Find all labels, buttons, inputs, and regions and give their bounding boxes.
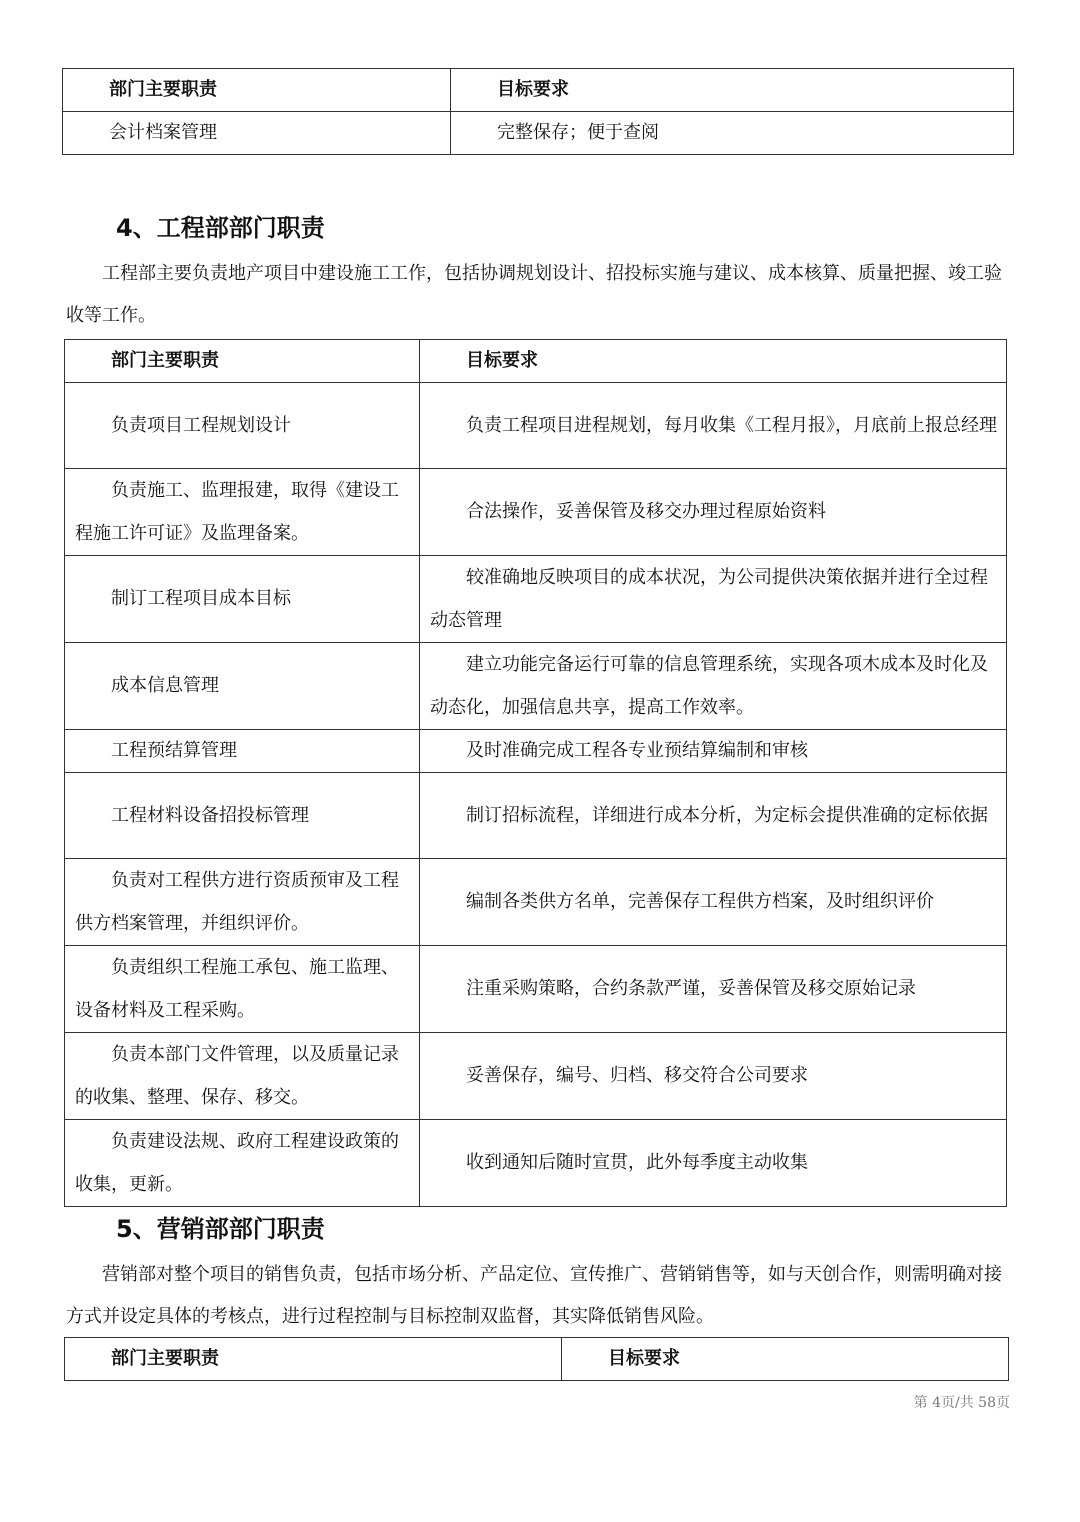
- table-row: [65, 556, 1007, 643]
- goal-cell: 收到通知后随时宣贯，此外每季度主动收集: [420, 1120, 1007, 1207]
- duty-cell: 成本信息管理: [65, 643, 420, 730]
- table-row: [65, 730, 1007, 773]
- duty-cell: 制订工程项目成本目标: [65, 556, 420, 643]
- goal-cell: 建立功能完备运行可靠的信息管理系统，实现各项木成本及时化及动态化，加强信息共享，提高工作效率。: [420, 643, 1007, 730]
- table-engineering: [64, 339, 1007, 1207]
- duty-cell: 负责本部门文件管理，以及质量记录的收集、整理、保存、移交。: [65, 1033, 420, 1120]
- goal-cell: 较准确地反映项目的成本状况，为公司提供决策依据并进行全过程动态管理: [420, 556, 1007, 643]
- goal-cell: 注重采购策略，合约条款严谨，妥善保管及移交原始记录: [420, 946, 1007, 1033]
- duty-cell: 会计档案管理: [63, 112, 451, 155]
- duty-cell: 负责对工程供方进行资质预审及工程供方档案管理，并组织评价。: [65, 859, 420, 946]
- header-goal: 目标要求: [420, 340, 1007, 383]
- table-row: [65, 1033, 1007, 1120]
- goal-cell: 妥善保存，编号、归档、移交符合公司要求: [420, 1033, 1007, 1120]
- header-goal: 目标要求: [451, 69, 1014, 112]
- table-accounting: [62, 68, 1014, 155]
- duty-cell: 负责建设法规、政府工程建设政策的收集，更新。: [65, 1120, 420, 1207]
- goal-cell: 制订招标流程，详细进行成本分析，为定标会提供准确的定标依据: [420, 773, 1007, 859]
- table-row: [65, 859, 1007, 946]
- table-row: [63, 112, 1014, 155]
- table-row: [65, 383, 1007, 469]
- section-4-heading: 4、工程部部门职责: [116, 214, 325, 242]
- table-row: [65, 469, 1007, 556]
- table-row: [65, 946, 1007, 1033]
- duty-cell: 负责施工、监理报建，取得《建设工程施工许可证》及监理备案。: [65, 469, 420, 556]
- page-number: 第 4页/共 58页: [913, 1395, 1010, 1411]
- table-header-row: [65, 340, 1007, 383]
- header-duty: 部门主要职责: [65, 340, 420, 383]
- goal-cell: 及时准确完成工程各专业预结算编制和审核: [420, 730, 1007, 773]
- header-duty: 部门主要职责: [65, 1338, 562, 1381]
- section-4-intro: 工程部主要负责地产项目中建设施工工作，包括协调规划设计、招投标实施与建议、成本核算、质量把握、竣工验收等工作。: [66, 263, 1002, 326]
- section-5-heading: 5、营销部部门职责: [116, 1215, 325, 1243]
- table-header-row: [63, 69, 1014, 112]
- duty-cell: 负责组织工程施工承包、施工监理、设备材料及工程采购。: [65, 946, 420, 1033]
- duty-cell: 负责项目工程规划设计: [65, 383, 420, 469]
- section-5-intro: 营销部对整个项目的销售负责，包括市场分析、产品定位、宣传推广、营销销售等，如与天创合作，则需明确对接方式并设定具体的考核点，进行过程控制与目标控制双监督，其实降低销售风险。: [66, 1264, 1002, 1327]
- header-goal: 目标要求: [562, 1338, 1009, 1381]
- table-header-row: [65, 1338, 1009, 1381]
- goal-cell: 编制各类供方名单，完善保存工程供方档案，及时组织评价: [420, 859, 1007, 946]
- goal-cell: 完整保存；便于查阅: [451, 112, 1014, 155]
- table-marketing: [64, 1337, 1009, 1381]
- goal-cell: 合法操作，妥善保管及移交办理过程原始资料: [420, 469, 1007, 556]
- table-row: [65, 1120, 1007, 1207]
- duty-cell: 工程预结算管理: [65, 730, 420, 773]
- header-duty: 部门主要职责: [63, 69, 451, 112]
- table-row: [65, 643, 1007, 730]
- goal-cell: 负责工程项目进程规划，每月收集《工程月报》，月底前上报总经理: [420, 383, 1007, 469]
- duty-cell: 工程材料设备招投标管理: [65, 773, 420, 859]
- table-row: [65, 773, 1007, 859]
